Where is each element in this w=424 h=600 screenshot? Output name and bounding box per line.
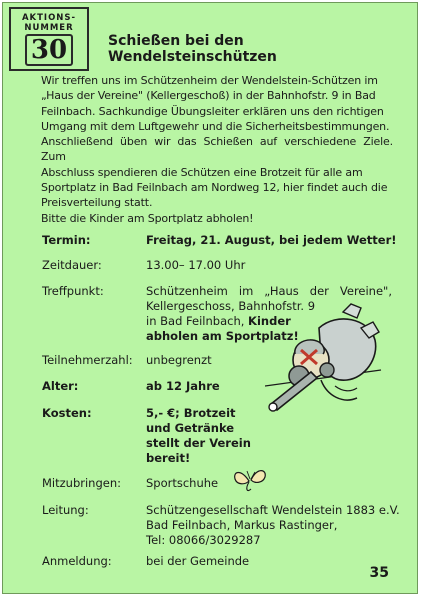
leitung-label: Leitung: [42, 503, 89, 517]
treffpunkt-line1: Schützenheim im „Haus der Vereine", [146, 284, 392, 298]
kosten-line: bereit! [146, 451, 191, 465]
leitung-line: Tel: 08066/3029287 [146, 533, 261, 547]
alter-value: ab 12 Jahre [146, 379, 220, 393]
intro-text [41, 73, 393, 226]
alter-label: Alter: [42, 379, 79, 393]
zeitdauer-label: Zeitdauer: [42, 258, 102, 272]
treffpunkt-line2: Kellergeschoss, Bahnhofstr. 9 [146, 299, 316, 313]
intro-line: Bitte die Kinder am Sportplatz abholen! [41, 211, 254, 225]
intro-line: Anschließend üben wir das Schießen auf verschiedene Ziele. Zum [41, 135, 393, 164]
page-number: 35 [369, 565, 389, 581]
treffpunkt-label: Treffpunkt: [42, 284, 104, 298]
intro-line: Wir treffen uns im Schützenheim der Wendelstein-Schützen im [41, 74, 378, 87]
zeitdauer-value: 13.00– 17.00 Uhr [146, 258, 246, 272]
kosten-line: und Getränke [146, 421, 235, 435]
kosten-label: Kosten: [42, 406, 92, 420]
intro-line: Preisverteilung statt. [41, 196, 153, 210]
anmeldung-value: bei der Gemeinde [146, 554, 250, 568]
mitzubringen-label: Mitzubringen: [42, 476, 122, 490]
intro-line: Umgang mit dem Luftgewehr und die Sicherheitsbestimmungen. [41, 119, 390, 133]
badge-number: 30 [25, 34, 73, 66]
termin-value: Freitag, 21. August, bei jedem Wetter! [146, 233, 397, 247]
treffpunkt-line4: abholen am Sportplatz! [146, 329, 299, 343]
shooter-illustration [265, 300, 383, 418]
program-page [2, 2, 418, 594]
treffpunkt-line3-plain: in Bad Feilnbach, [146, 314, 249, 328]
intro-line: „Haus der Vereine" (Kellergeschoß) in der Bahnhofstr. 9 in Bad [41, 89, 376, 103]
leitung-line: Bad Feilnbach, Markus Rastinger, [146, 518, 338, 532]
termin-label: Termin: [42, 233, 91, 247]
teilnehmerzahl-value: unbegrenzt [146, 353, 212, 367]
page-title: Schießen bei den Wendelsteinschützen [108, 33, 277, 65]
treffpunkt-line3-bold: Kinder [248, 314, 291, 328]
mitzubringen-value: Sportschuhe [146, 476, 219, 490]
intro-line: Feilnbach. Sachkundige Übungsleiter erklären uns den richtigen [41, 104, 384, 118]
badge-label-line2: NUMMER [24, 23, 74, 33]
badge-label-line1: AKTIONS- [21, 13, 77, 23]
intro-line: Abschluss spendieren die Schützen eine Brotzeit für alle am [41, 165, 363, 179]
kosten-line: stellt der Verein [146, 436, 251, 450]
intro-line: Sportplatz in Bad Feilnbach am Nordweg 12, hier findet auch die [41, 181, 388, 195]
action-number-badge [9, 7, 89, 71]
butterfly-illustration [231, 465, 271, 495]
leitung-line: Schützengesellschaft Wendelstein 1883 e.V. [146, 503, 400, 517]
anmeldung-label: Anmeldung: [42, 554, 112, 568]
kosten-line: 5,- €; Brotzeit [146, 406, 236, 420]
teilnehmerzahl-label: Teilnehmerzahl: [42, 353, 133, 367]
